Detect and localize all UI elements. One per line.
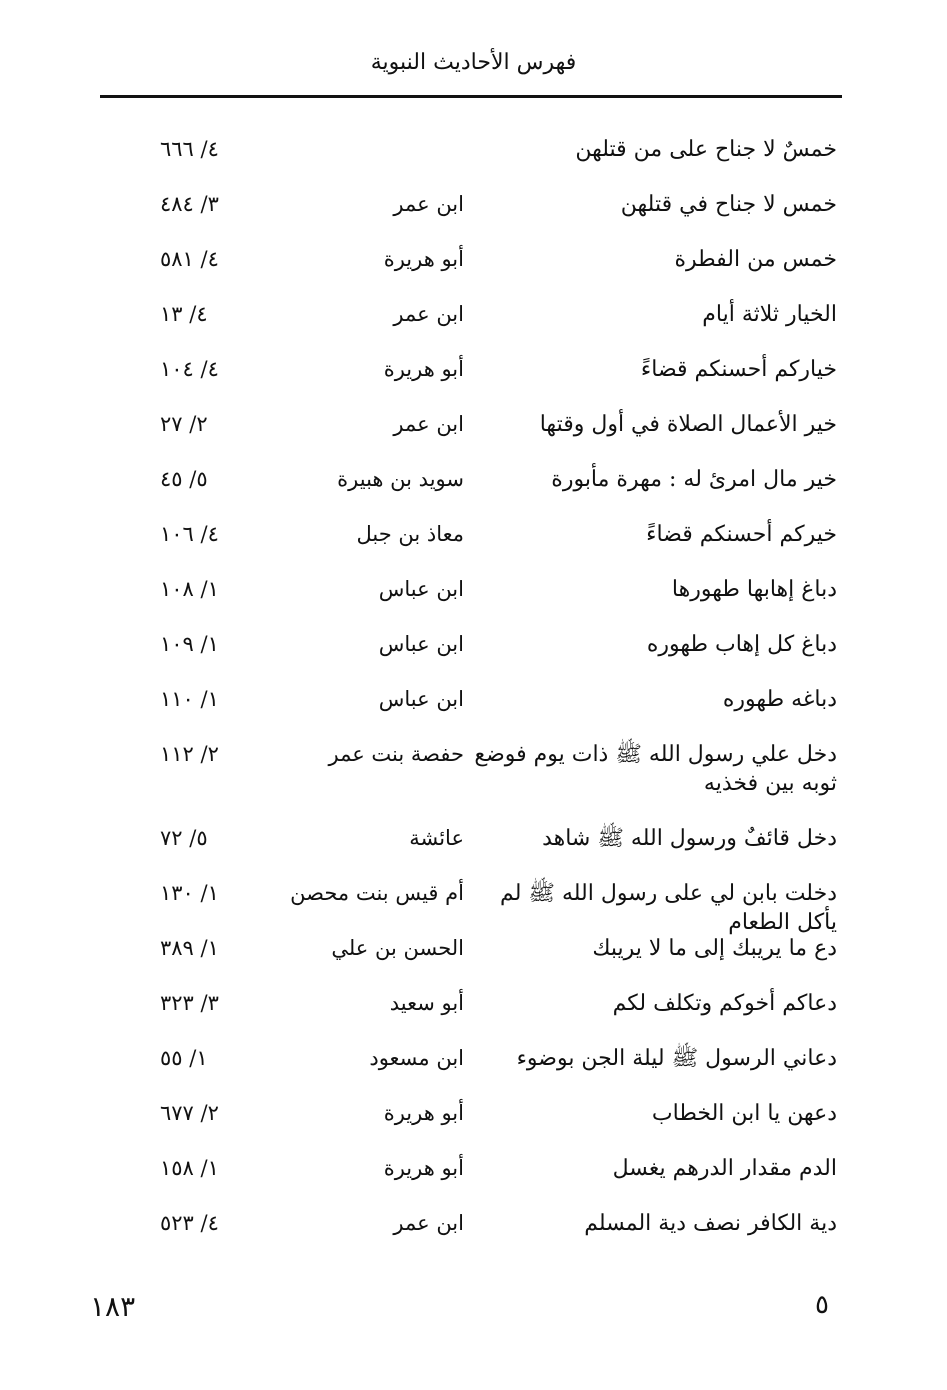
index-entry: [0, 1209, 947, 1238]
hadith-text: دع ما يريبك إلى ما لا يريبك: [592, 936, 837, 961]
hadith-text: الدم مقدار الدرهم يغسل: [612, 1156, 837, 1181]
volume-page-reference: ٤/ ١٠٦: [160, 522, 219, 546]
volume-page-reference: ٤/ ٥٨١: [160, 247, 219, 271]
narrator-name: أبو سعيد: [389, 991, 464, 1015]
page-footer: [0, 1290, 947, 1330]
volume-page-reference: ٥/ ٧٢: [160, 826, 208, 850]
index-entry: [0, 685, 947, 714]
volume-page-reference: ٣/ ٤٨٤: [160, 192, 219, 216]
hadith-text: دية الكافر نصف دية المسلم: [584, 1211, 837, 1236]
hadith-text: خمسٌ لا جناح على من قتلهن: [575, 137, 837, 162]
narrator-name: سويد بن هبيرة: [337, 467, 464, 491]
index-entry: [0, 989, 947, 1018]
index-entry: [0, 879, 947, 935]
index-entry: [0, 410, 947, 439]
hadith-text: دخلت بابن لي على رسول الله ﷺ لم يأكل الطعام: [500, 881, 837, 935]
index-entry: [0, 934, 947, 963]
index-entry: [0, 1044, 947, 1073]
hadith-text: خياركم أحسنكم قضاءً: [640, 357, 837, 382]
hadith-index-list: [0, 135, 947, 1264]
volume-page-reference: ٤/ ١٠٤: [160, 357, 219, 381]
index-entry: [0, 135, 947, 164]
volume-page-reference: ٤/ ٦٦٦: [160, 137, 219, 161]
hadith-text: خير الأعمال الصلاة في أول وقتها: [539, 412, 837, 437]
index-entry: [0, 1154, 947, 1183]
index-entry: [0, 824, 947, 853]
narrator-name: الحسن بن علي: [331, 936, 464, 960]
narrator-name: أبو هريرة: [383, 1156, 464, 1180]
narrator-name: ابن عباس: [378, 577, 464, 601]
narrator-name: أبو هريرة: [383, 1101, 464, 1125]
hadith-text: خير مال امرئ له : مهرة مأبورة: [551, 467, 837, 492]
narrator-name: ابن عباس: [378, 687, 464, 711]
narrator-name: أم قيس بنت محصن: [290, 881, 464, 905]
index-entry: [0, 190, 947, 219]
hadith-text: دباغ إهابها طهورها: [671, 577, 837, 602]
volume-page-reference: ١/ ١٥٨: [160, 1156, 219, 1180]
volume-page-reference: ١/ ٣٨٩: [160, 936, 219, 960]
index-entry: [0, 630, 947, 659]
hadith-text: دباغ كل إهاب طهوره: [646, 632, 837, 657]
index-entry: [0, 740, 947, 798]
volume-page-reference: ١/ ١٣٠: [160, 881, 219, 905]
narrator-name: حفصة بنت عمر: [328, 742, 464, 766]
index-entry: [0, 465, 947, 494]
volume-page-reference: ٣/ ٣٢٣: [160, 991, 219, 1015]
volume-page-reference: ٤/ ١٣: [160, 302, 208, 326]
index-entry: [0, 520, 947, 549]
narrator-name: ابن عباس: [378, 632, 464, 656]
narrator-name: أبو هريرة: [383, 247, 464, 271]
volume-page-reference: ٢/ ٦٧٧: [160, 1101, 219, 1125]
hadith-text: دعاكم أخوكم وتكلف لكم: [612, 991, 837, 1016]
volume-page-reference: ١/ ١١٠: [160, 687, 219, 711]
signature-mark: ٥: [815, 1290, 829, 1320]
header-divider: [100, 95, 842, 98]
volume-page-reference: ٢/ ٢٧: [160, 412, 208, 436]
hadith-text: دعاني الرسول ﷺ ليلة الجن بوضوء: [516, 1046, 837, 1071]
narrator-name: ابن عمر: [393, 192, 464, 216]
index-entry: [0, 355, 947, 384]
volume-page-reference: ١/ ١٠٨: [160, 577, 219, 601]
narrator-name: معاذ بن جبل: [356, 522, 464, 546]
hadith-text: دخل قائفٌ ورسول الله ﷺ شاهد: [542, 826, 837, 851]
hadith-text: الخيار ثلاثة أيام: [702, 302, 837, 327]
volume-page-reference: ٥/ ٤٥: [160, 467, 208, 491]
volume-page-reference: ٤/ ٥٢٣: [160, 1211, 219, 1235]
hadith-text: دباغه طهوره: [722, 687, 837, 712]
narrator-name: ابن عمر: [393, 412, 464, 436]
narrator-name: عائشة: [409, 826, 464, 850]
page-title: فهرس الأحاديث النبوية: [370, 50, 577, 75]
narrator-name: أبو هريرة: [383, 357, 464, 381]
narrator-name: ابن عمر: [393, 302, 464, 326]
hadith-text: خيركم أحسنكم قضاءً: [646, 522, 837, 547]
hadith-text: خمس من الفطرة: [674, 247, 837, 272]
index-entry: [0, 300, 947, 329]
volume-page-reference: ٢/ ١١٢: [160, 742, 219, 766]
narrator-name: ابن عمر: [393, 1211, 464, 1235]
narrator-name: ابن مسعود: [369, 1046, 464, 1070]
volume-page-reference: ١/ ٥٥: [160, 1046, 208, 1070]
hadith-text: دعهن يا ابن الخطاب: [651, 1101, 837, 1126]
hadith-text: خمس لا جناح في قتلهن: [620, 192, 837, 217]
page-number: ١٨٣: [90, 1290, 136, 1323]
index-entry: [0, 1099, 947, 1128]
volume-page-reference: ١/ ١٠٩: [160, 632, 219, 656]
index-entry: [0, 245, 947, 274]
index-entry: [0, 575, 947, 604]
hadith-text: دخل علي رسول الله ﷺ ذات يوم فوضع ثوبه بين فخذيه: [474, 742, 837, 796]
